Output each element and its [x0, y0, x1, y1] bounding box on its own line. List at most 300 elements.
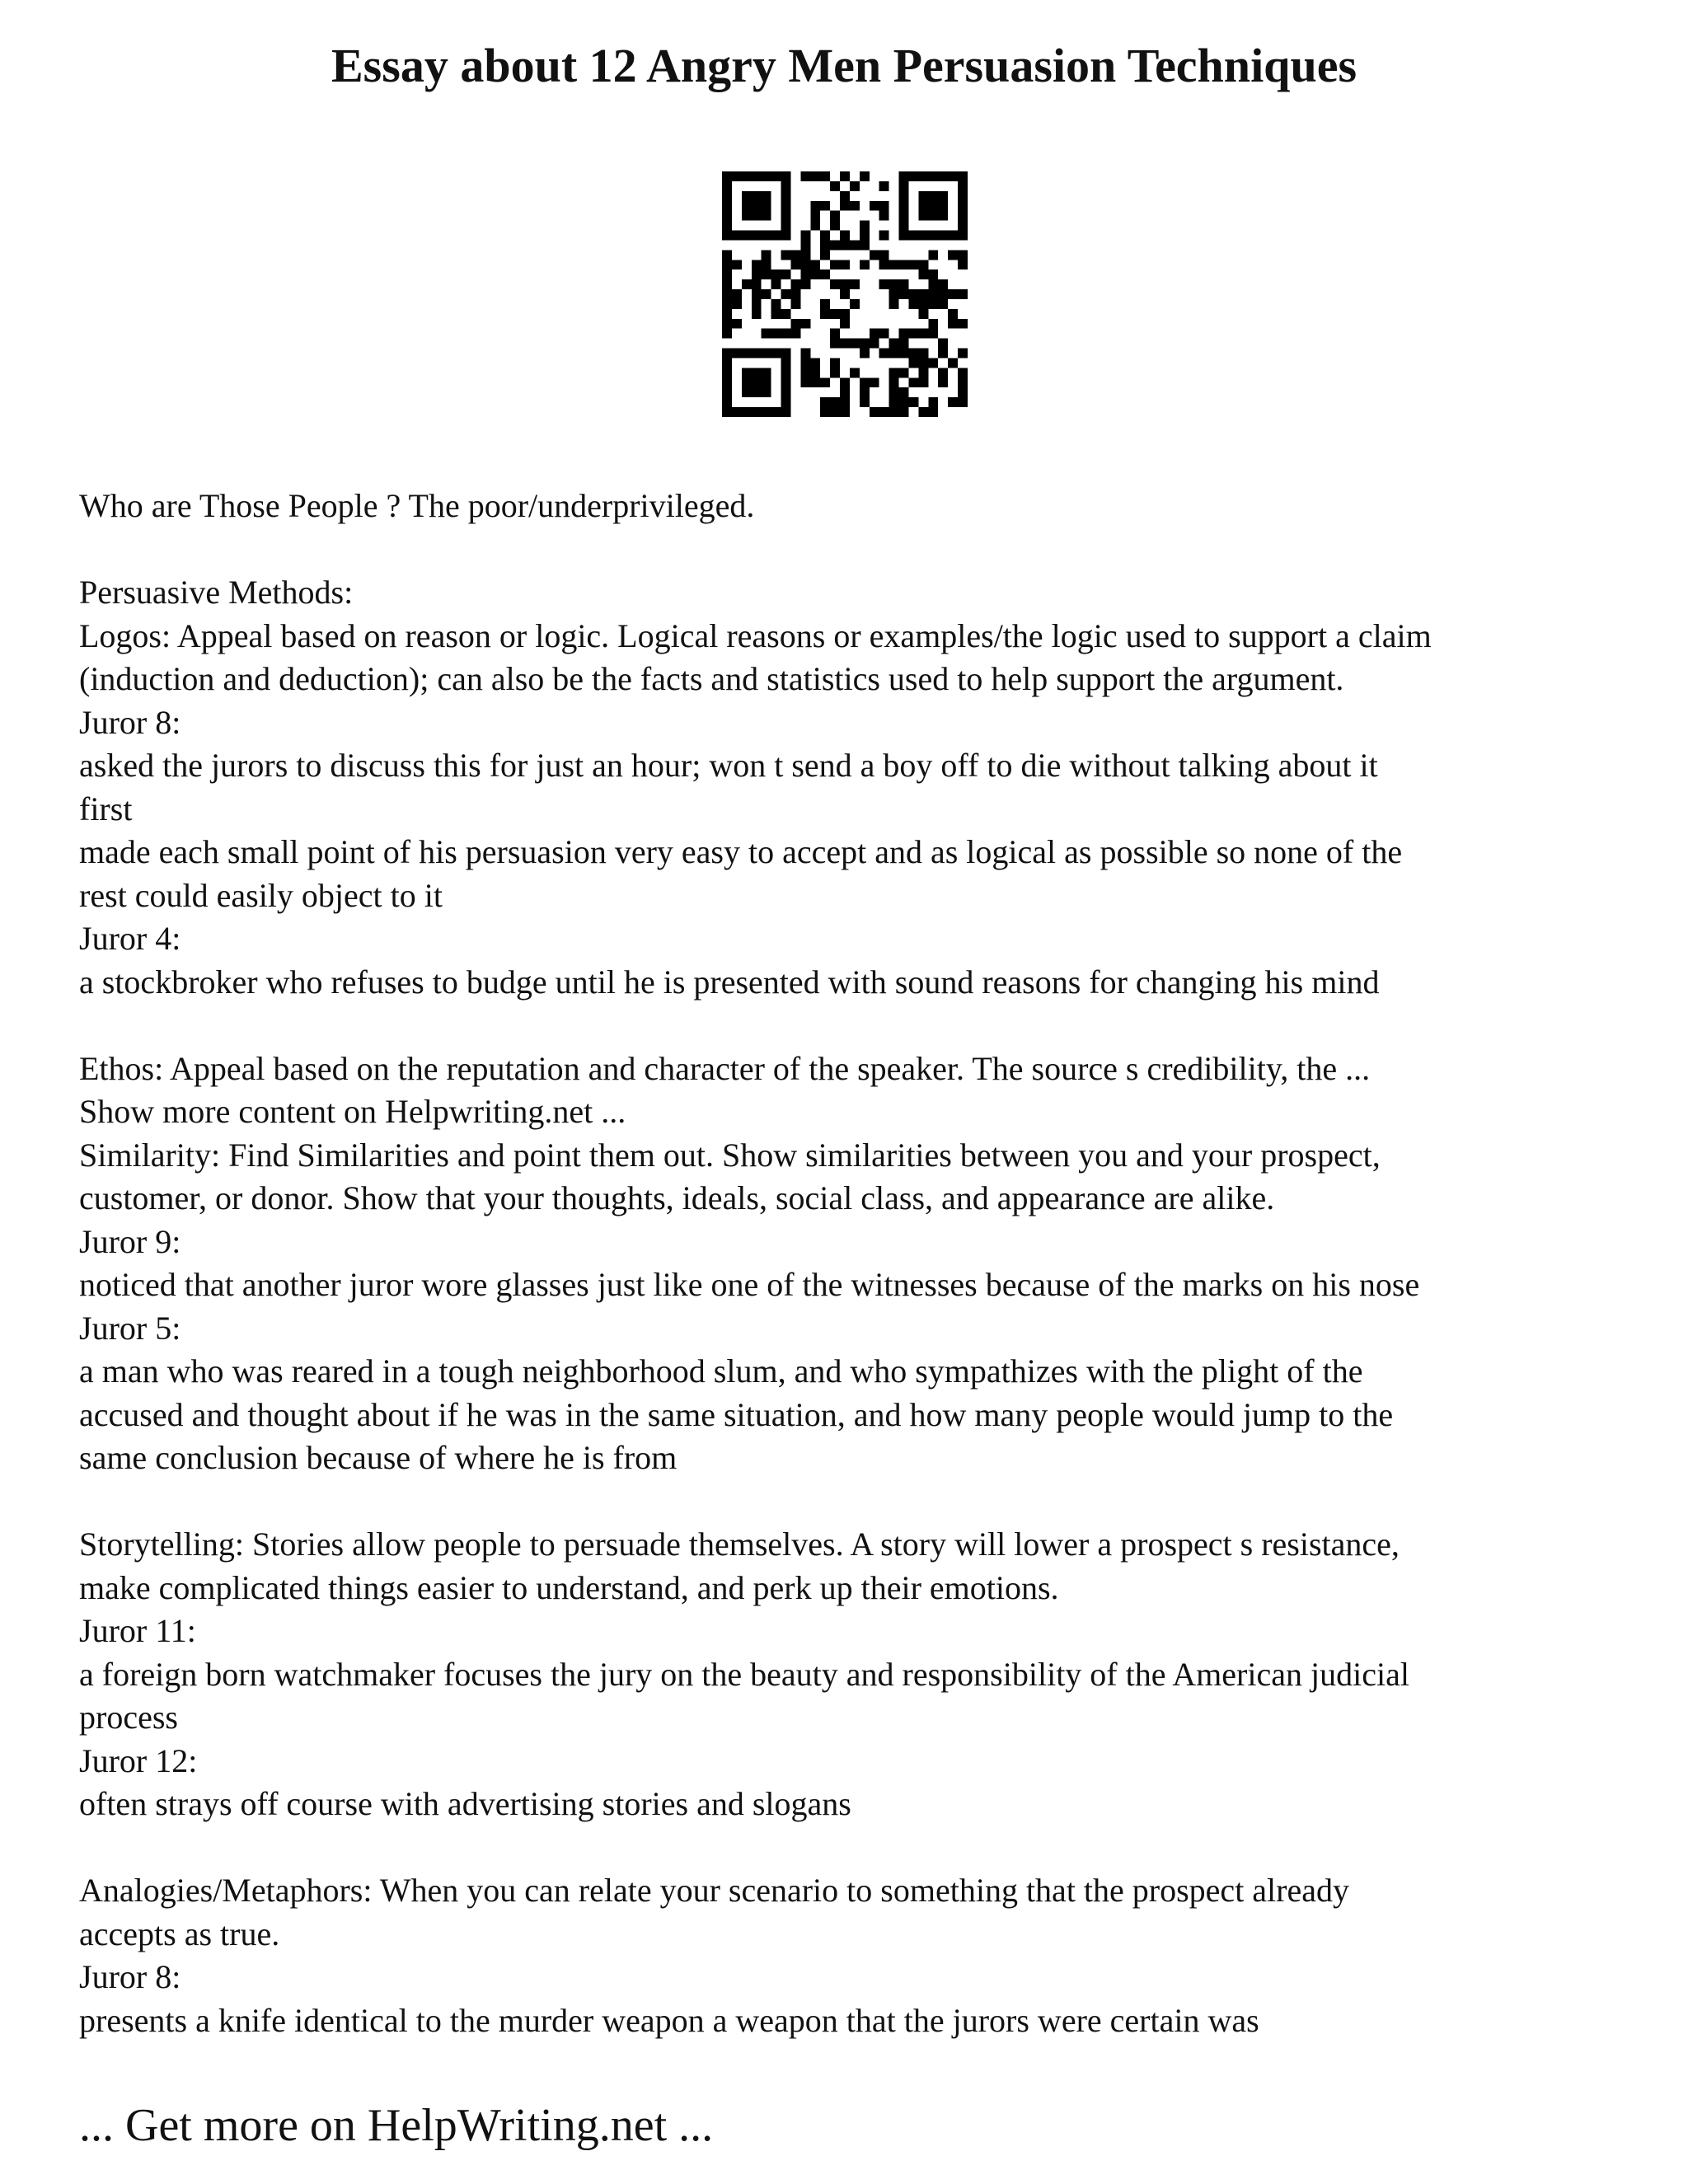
- qr-module: [742, 377, 752, 387]
- qr-module: [938, 339, 948, 349]
- qr-module: [830, 181, 840, 191]
- qr-module: [810, 201, 820, 211]
- qr-module: [810, 377, 820, 387]
- qr-module: [958, 397, 968, 407]
- qr-module: [870, 377, 879, 387]
- qr-module: [889, 397, 899, 407]
- qr-module: [830, 279, 840, 289]
- paragraph-gap: [79, 528, 1629, 572]
- qr-module: [918, 368, 928, 377]
- qr-module: [732, 349, 742, 359]
- qr-module: [732, 260, 742, 269]
- body-line: Juror 8:: [79, 1958, 181, 1995]
- body-line: Juror 11:: [79, 1612, 196, 1649]
- qr-module: [860, 349, 870, 359]
- qr-module: [752, 260, 762, 269]
- qr-module: [879, 181, 889, 191]
- body-line: Juror 5:: [79, 1309, 181, 1347]
- qr-module: [860, 171, 870, 181]
- qr-module: [810, 269, 820, 279]
- qr-module: [879, 211, 889, 221]
- qr-module: [879, 231, 889, 241]
- qr-module: [870, 250, 879, 260]
- qr-module: [752, 289, 762, 299]
- qr-module: [840, 387, 850, 397]
- qr-module: [879, 260, 889, 269]
- qr-module: [771, 231, 781, 241]
- qr-module: [928, 279, 938, 289]
- qr-module: [850, 339, 860, 349]
- qr-module: [908, 358, 918, 368]
- qr-module: [899, 201, 909, 211]
- qr-module: [800, 260, 810, 269]
- qr-module: [742, 171, 752, 181]
- qr-module: [762, 231, 771, 241]
- qr-module: [908, 171, 918, 181]
- qr-module: [840, 191, 850, 201]
- qr-module: [781, 309, 791, 319]
- body-line: a foreign born watchmaker focuses the jury on the beauty and responsibility of the American judicial: [79, 1655, 1409, 1693]
- qr-module: [722, 407, 732, 417]
- qr-module: [820, 377, 830, 387]
- qr-module: [722, 349, 732, 359]
- qr-module: [850, 201, 860, 211]
- qr-module: [899, 407, 909, 417]
- qr-module: [889, 339, 899, 349]
- qr-module: [800, 349, 810, 359]
- qr-module: [830, 240, 840, 250]
- qr-module: [899, 368, 909, 377]
- qr-module: [790, 319, 800, 329]
- qr-module: [899, 387, 909, 397]
- qr-module: [899, 171, 909, 181]
- qr-module: [958, 377, 968, 387]
- body-line: a stockbroker who refuses to budge until he is presented with sound reasons for changing his mind: [79, 963, 1380, 1001]
- qr-module: [928, 358, 938, 368]
- body-line: make complicated things easier to understand, and perk up their emotions.: [79, 1568, 1059, 1606]
- qr-module: [850, 181, 860, 191]
- qr-module: [752, 368, 762, 377]
- qr-module: [800, 368, 810, 377]
- qr-module: [781, 211, 791, 221]
- qr-module: [899, 339, 909, 349]
- qr-module: [958, 211, 968, 221]
- qr-module: [830, 397, 840, 407]
- qr-module: [840, 377, 850, 387]
- qr-module: [870, 407, 879, 417]
- qr-module: [879, 349, 889, 359]
- qr-module: [860, 397, 870, 407]
- qr-module: [850, 279, 860, 289]
- qr-module: [732, 407, 742, 417]
- qr-module: [800, 377, 810, 387]
- body-line: a man who was reared in a tough neighborhood slum, and who sympathizes with the plight of the: [79, 1352, 1363, 1390]
- qr-module: [752, 231, 762, 241]
- qr-module: [918, 269, 928, 279]
- qr-module: [762, 407, 771, 417]
- qr-module: [752, 309, 762, 319]
- qr-module: [908, 377, 918, 387]
- qr-module: [771, 329, 781, 339]
- qr-module: [810, 260, 820, 269]
- qr-module: [781, 377, 791, 387]
- qr-module: [958, 181, 968, 191]
- qr-module: [840, 279, 850, 289]
- qr-module: [800, 231, 810, 241]
- qr-module: [938, 368, 948, 377]
- qr-module: [830, 329, 840, 339]
- qr-module: [722, 329, 732, 339]
- qr-module: [840, 309, 850, 319]
- document-body: [79, 485, 1629, 2042]
- body-line: Juror 9:: [79, 1222, 181, 1260]
- qr-module: [722, 201, 732, 211]
- qr-module: [722, 211, 732, 221]
- qr-module: [928, 299, 938, 309]
- qr-module: [928, 397, 938, 407]
- qr-module: [860, 260, 870, 269]
- qr-module: [958, 387, 968, 397]
- qr-module: [762, 368, 771, 377]
- qr-module: [781, 368, 791, 377]
- qr-module: [771, 407, 781, 417]
- qr-module: [781, 231, 791, 241]
- qr-module: [860, 231, 870, 241]
- qr-module: [899, 231, 909, 241]
- qr-module: [928, 211, 938, 221]
- qr-module: [722, 231, 732, 241]
- qr-module: [918, 171, 928, 181]
- qr-module: [820, 397, 830, 407]
- qr-module: [918, 211, 928, 221]
- qr-module: [958, 289, 968, 299]
- qr-module: [908, 231, 918, 241]
- qr-module: [899, 260, 909, 269]
- qr-module: [781, 349, 791, 359]
- qr-module: [722, 319, 732, 329]
- qr-module: [781, 250, 791, 260]
- qr-module: [918, 260, 928, 269]
- body-line: process: [79, 1699, 178, 1736]
- paragraph-gap: [79, 1004, 1629, 1047]
- qr-module: [742, 191, 752, 201]
- qr-module: [800, 250, 810, 260]
- qr-module: [771, 171, 781, 181]
- qr-module: [762, 201, 771, 211]
- qr-module: [830, 368, 840, 377]
- qr-module: [800, 319, 810, 329]
- body-line: (induction and deduction); can also be the facts and statistics used to help support the argument.: [79, 660, 1344, 697]
- qr-module: [752, 171, 762, 181]
- qr-module: [958, 201, 968, 211]
- qr-module: [928, 171, 938, 181]
- body-line: noticed that another juror wore glasses just like one of the witnesses because of the marks on his nose: [79, 1266, 1420, 1303]
- qr-module: [938, 299, 948, 309]
- qr-module: [938, 279, 948, 289]
- qr-module: [810, 358, 820, 368]
- qr-module: [732, 171, 742, 181]
- body-line: first: [79, 790, 133, 827]
- qr-module: [948, 231, 958, 241]
- qr-module: [752, 407, 762, 417]
- qr-module: [810, 211, 820, 221]
- body-line: made each small point of his persuasion very easy to accept and as logical as possible so none of the: [79, 833, 1403, 870]
- qr-module: [742, 407, 752, 417]
- qr-module: [948, 397, 958, 407]
- qr-module: [762, 387, 771, 397]
- qr-module: [938, 201, 948, 211]
- qr-module: [771, 269, 781, 279]
- qr-module: [742, 231, 752, 241]
- qr-module: [752, 191, 762, 201]
- qr-module: [722, 289, 732, 299]
- qr-module: [840, 260, 850, 269]
- qr-module: [928, 407, 938, 417]
- qr-module: [948, 289, 958, 299]
- qr-module: [928, 201, 938, 211]
- qr-module: [840, 407, 850, 417]
- qr-module: [781, 397, 791, 407]
- qr-module: [722, 181, 732, 191]
- qr-module: [771, 309, 781, 319]
- qr-module: [830, 407, 840, 417]
- qr-module: [908, 289, 918, 299]
- qr-module: [908, 260, 918, 269]
- qr-module: [958, 191, 968, 201]
- qr-module: [732, 319, 742, 329]
- qr-module: [800, 269, 810, 279]
- qr-module: [722, 171, 732, 181]
- qr-module: [958, 368, 968, 377]
- qr-module: [722, 279, 732, 289]
- qr-module: [781, 181, 791, 191]
- qr-module: [948, 319, 958, 329]
- body-line: customer, or donor. Show that your thoughts, ideals, social class, and appearance are alike.: [79, 1179, 1275, 1216]
- body-line: accepts as true.: [79, 1915, 280, 1952]
- qr-module: [899, 397, 909, 407]
- body-line: Juror 8:: [79, 703, 181, 741]
- qr-module: [840, 240, 850, 250]
- qr-module: [762, 260, 771, 269]
- paragraph-gap: [79, 1826, 1629, 1870]
- footer-link-text[interactable]: ... Get more on HelpWriting.net ...: [79, 2100, 714, 2151]
- qr-module: [810, 368, 820, 377]
- qr-module: [722, 358, 732, 368]
- qr-module: [840, 201, 850, 211]
- qr-module: [899, 289, 909, 299]
- qr-module: [899, 181, 909, 191]
- qr-module: [762, 377, 771, 387]
- qr-module: [938, 349, 948, 359]
- qr-module: [781, 221, 791, 231]
- qr-module: [918, 407, 928, 417]
- qr-module: [879, 279, 889, 289]
- qr-module: [879, 329, 889, 339]
- qr-module: [762, 289, 771, 299]
- qr-module: [889, 368, 899, 377]
- body-line: often strays off course with advertising stories and slogans: [79, 1785, 851, 1822]
- qr-module: [762, 191, 771, 201]
- body-line: Similarity: Find Similarities and point them out. Show similarities between you and your prospect,: [79, 1136, 1381, 1174]
- qr-module: [790, 279, 800, 289]
- qr-module: [938, 289, 948, 299]
- qr-module: [820, 309, 830, 319]
- qr-module: [938, 211, 948, 221]
- qr-module: [958, 260, 968, 269]
- qr-module: [899, 211, 909, 221]
- qr-module: [889, 279, 899, 289]
- qr-module: [820, 231, 830, 241]
- qr-module: [918, 201, 928, 211]
- qr-module: [820, 299, 830, 309]
- body-line: Logos: Appeal based on reason or logic. Logical reasons or examples/the logic used to support a claim: [79, 616, 1432, 654]
- qr-module: [742, 211, 752, 221]
- qr-module: [752, 349, 762, 359]
- qr-module: [722, 260, 732, 269]
- qr-module: [840, 339, 850, 349]
- qr-module: [889, 387, 899, 397]
- qr-module: [918, 299, 928, 309]
- qr-module: [840, 397, 850, 407]
- qr-module: [850, 299, 860, 309]
- qr-module: [771, 279, 781, 289]
- qr-module: [752, 201, 762, 211]
- qr-module: [958, 231, 968, 241]
- qr-module: [830, 260, 840, 269]
- qr-module: [752, 269, 762, 279]
- qr-module: [762, 250, 771, 260]
- qr-module: [938, 191, 948, 201]
- qr-module: [918, 309, 928, 319]
- qr-module: [820, 407, 830, 417]
- qr-module: [830, 221, 840, 231]
- qr-module: [889, 349, 899, 359]
- qr-module: [820, 250, 830, 260]
- qr-module: [790, 289, 800, 299]
- qr-module: [820, 171, 830, 181]
- qr-module: [938, 377, 948, 387]
- qr-module: [781, 407, 791, 417]
- qr-module: [732, 289, 742, 299]
- body-line: Storytelling: Stories allow people to persuade themselves. A story will lower a prospect s resistance,: [79, 1526, 1400, 1563]
- qr-module: [790, 299, 800, 309]
- qr-module: [889, 260, 899, 269]
- body-line: Juror 4:: [79, 920, 181, 957]
- body-line: rest could easily object to it: [79, 876, 443, 914]
- qr-module: [742, 368, 752, 377]
- document-title: Essay about 12 Angry Men Persuasion Techniques: [331, 39, 1357, 92]
- qr-module: [762, 349, 771, 359]
- qr-module: [722, 269, 732, 279]
- qr-module: [752, 377, 762, 387]
- qr-module: [870, 339, 879, 349]
- qr-module: [722, 191, 732, 201]
- qr-module: [800, 279, 810, 289]
- qr-module: [928, 319, 938, 329]
- qr-module: [948, 250, 958, 260]
- qr-module: [781, 358, 791, 368]
- qr-module: [879, 250, 889, 260]
- qr-module: [781, 329, 791, 339]
- qr-module: [879, 201, 889, 211]
- qr-module: [840, 319, 850, 329]
- qr-module: [958, 319, 968, 329]
- qr-module: [820, 240, 830, 250]
- qr-module: [830, 358, 840, 368]
- qr-module: [850, 368, 860, 377]
- qr-module: [928, 191, 938, 201]
- qr-module: [958, 250, 968, 260]
- qr-module: [781, 387, 791, 397]
- qr-module: [722, 397, 732, 407]
- qr-module: [752, 279, 762, 289]
- qr-module: [918, 358, 928, 368]
- qr-module: [742, 387, 752, 397]
- qr-module: [722, 377, 732, 387]
- qr-module: [948, 309, 958, 319]
- qr-module: [732, 299, 742, 309]
- qr-module: [771, 349, 781, 359]
- qr-module: [771, 299, 781, 309]
- qr-module: [860, 339, 870, 349]
- qr-module: [879, 407, 889, 417]
- qr-module: [830, 339, 840, 349]
- body-line: Persuasive Methods:: [79, 574, 354, 611]
- qr-code-icon: [722, 171, 968, 417]
- qr-module: [928, 269, 938, 279]
- qr-module: [928, 329, 938, 339]
- qr-module: [781, 201, 791, 211]
- qr-module: [918, 191, 928, 201]
- qr-module: [762, 269, 771, 279]
- qr-module: [899, 279, 909, 289]
- body-line: asked the jurors to discuss this for just an hour; won t send a boy off to die without talking about it: [79, 747, 1378, 784]
- qr-module: [752, 299, 762, 309]
- qr-module: [958, 171, 968, 181]
- body-line: Juror 12:: [79, 1741, 198, 1779]
- qr-module: [810, 171, 820, 181]
- qr-module: [889, 407, 899, 417]
- qr-module: [899, 221, 909, 231]
- qr-module: [800, 358, 810, 368]
- qr-module: [830, 309, 840, 319]
- qr-module: [820, 269, 830, 279]
- qr-module: [870, 329, 879, 339]
- qr-module: [860, 387, 870, 397]
- qr-module: [889, 377, 899, 387]
- qr-module: [790, 250, 800, 260]
- qr-module: [742, 201, 752, 211]
- qr-module: [722, 368, 732, 377]
- qr-module: [908, 349, 918, 359]
- body-line: accused and thought about if he was in the same situation, and how many people would jump to the: [79, 1395, 1394, 1433]
- qr-module: [918, 289, 928, 299]
- qr-module: [732, 231, 742, 241]
- body-line: presents a knife identical to the murder weapon a weapon that the jurors were certain was: [79, 2001, 1259, 2039]
- qr-module: [899, 191, 909, 201]
- qr-module: [899, 349, 909, 359]
- qr-module: [752, 387, 762, 397]
- qr-module: [860, 221, 870, 231]
- qr-module: [762, 211, 771, 221]
- qr-module: [918, 349, 928, 359]
- qr-module: [870, 201, 879, 211]
- qr-module: [850, 240, 860, 250]
- qr-module: [752, 211, 762, 221]
- qr-module: [742, 279, 752, 289]
- qr-module: [918, 329, 928, 339]
- qr-module: [958, 349, 968, 359]
